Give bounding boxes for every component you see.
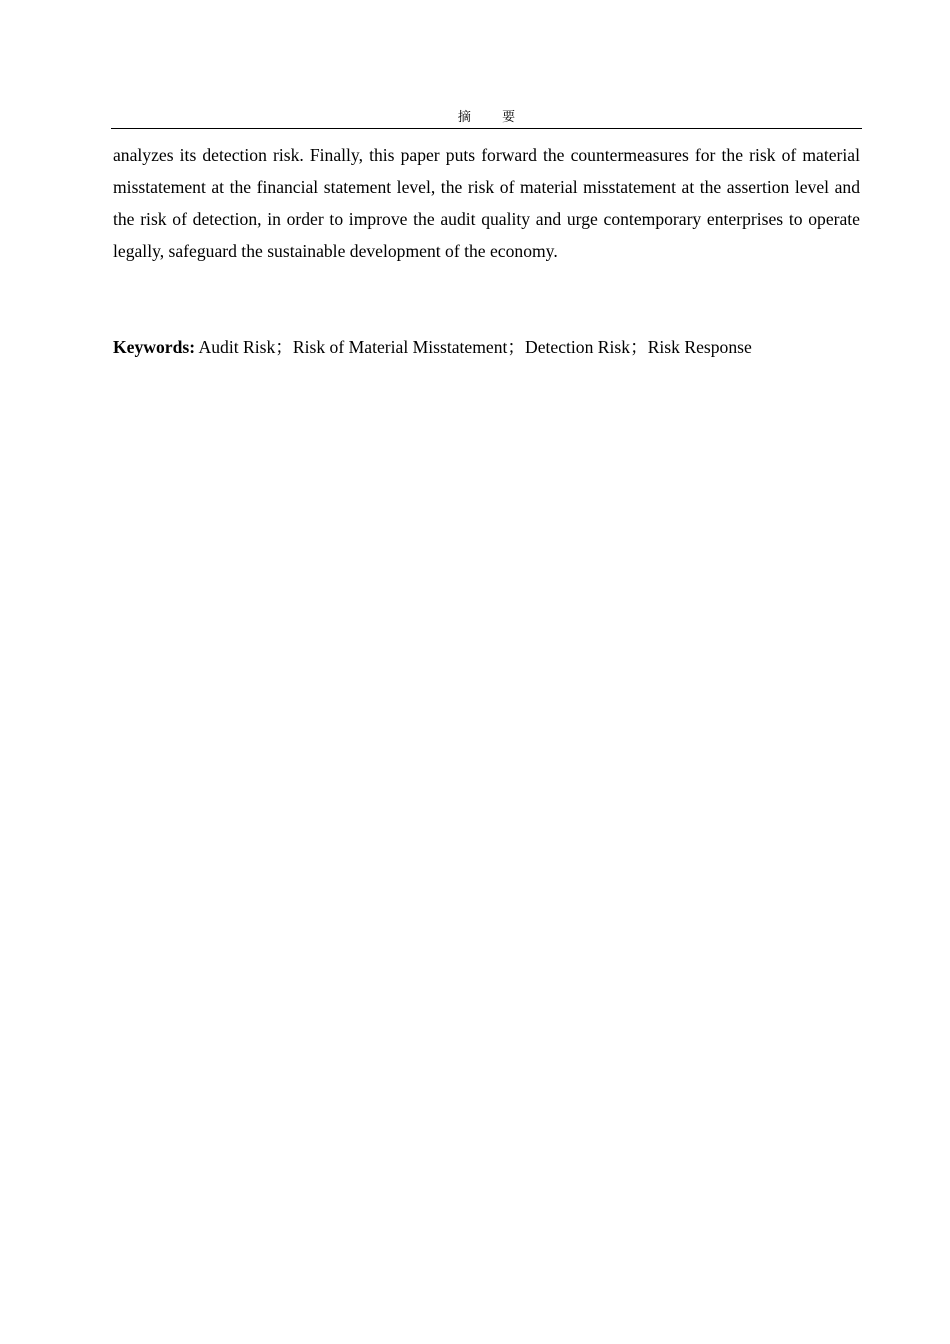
keyword-item: Audit Risk: [198, 337, 276, 357]
page-header-title: 摘 要: [457, 109, 530, 124]
keyword-item: Risk Response: [647, 337, 752, 357]
keywords-line: [113, 331, 860, 363]
page-header: [111, 108, 862, 129]
keyword-separator: ；: [275, 337, 293, 357]
abstract-paragraph: analyzes its detection risk. Finally, this paper puts forward the countermeasures for the risk of material misstatement at the financial statement level, the risk of material misstatement at the assertion level and the risk of detection, in order to improve the audit quality and urge contemporary enterprises to operate legally, safeguard the sustainable development of the economy.: [113, 145, 860, 261]
keyword-item: Detection Risk: [525, 337, 631, 357]
keyword-separator: ；: [630, 337, 648, 357]
keyword-item: Risk of Material Misstatement: [292, 337, 508, 357]
keywords-label: Keywords:: [113, 337, 196, 357]
keyword-separator: ；: [507, 337, 526, 357]
